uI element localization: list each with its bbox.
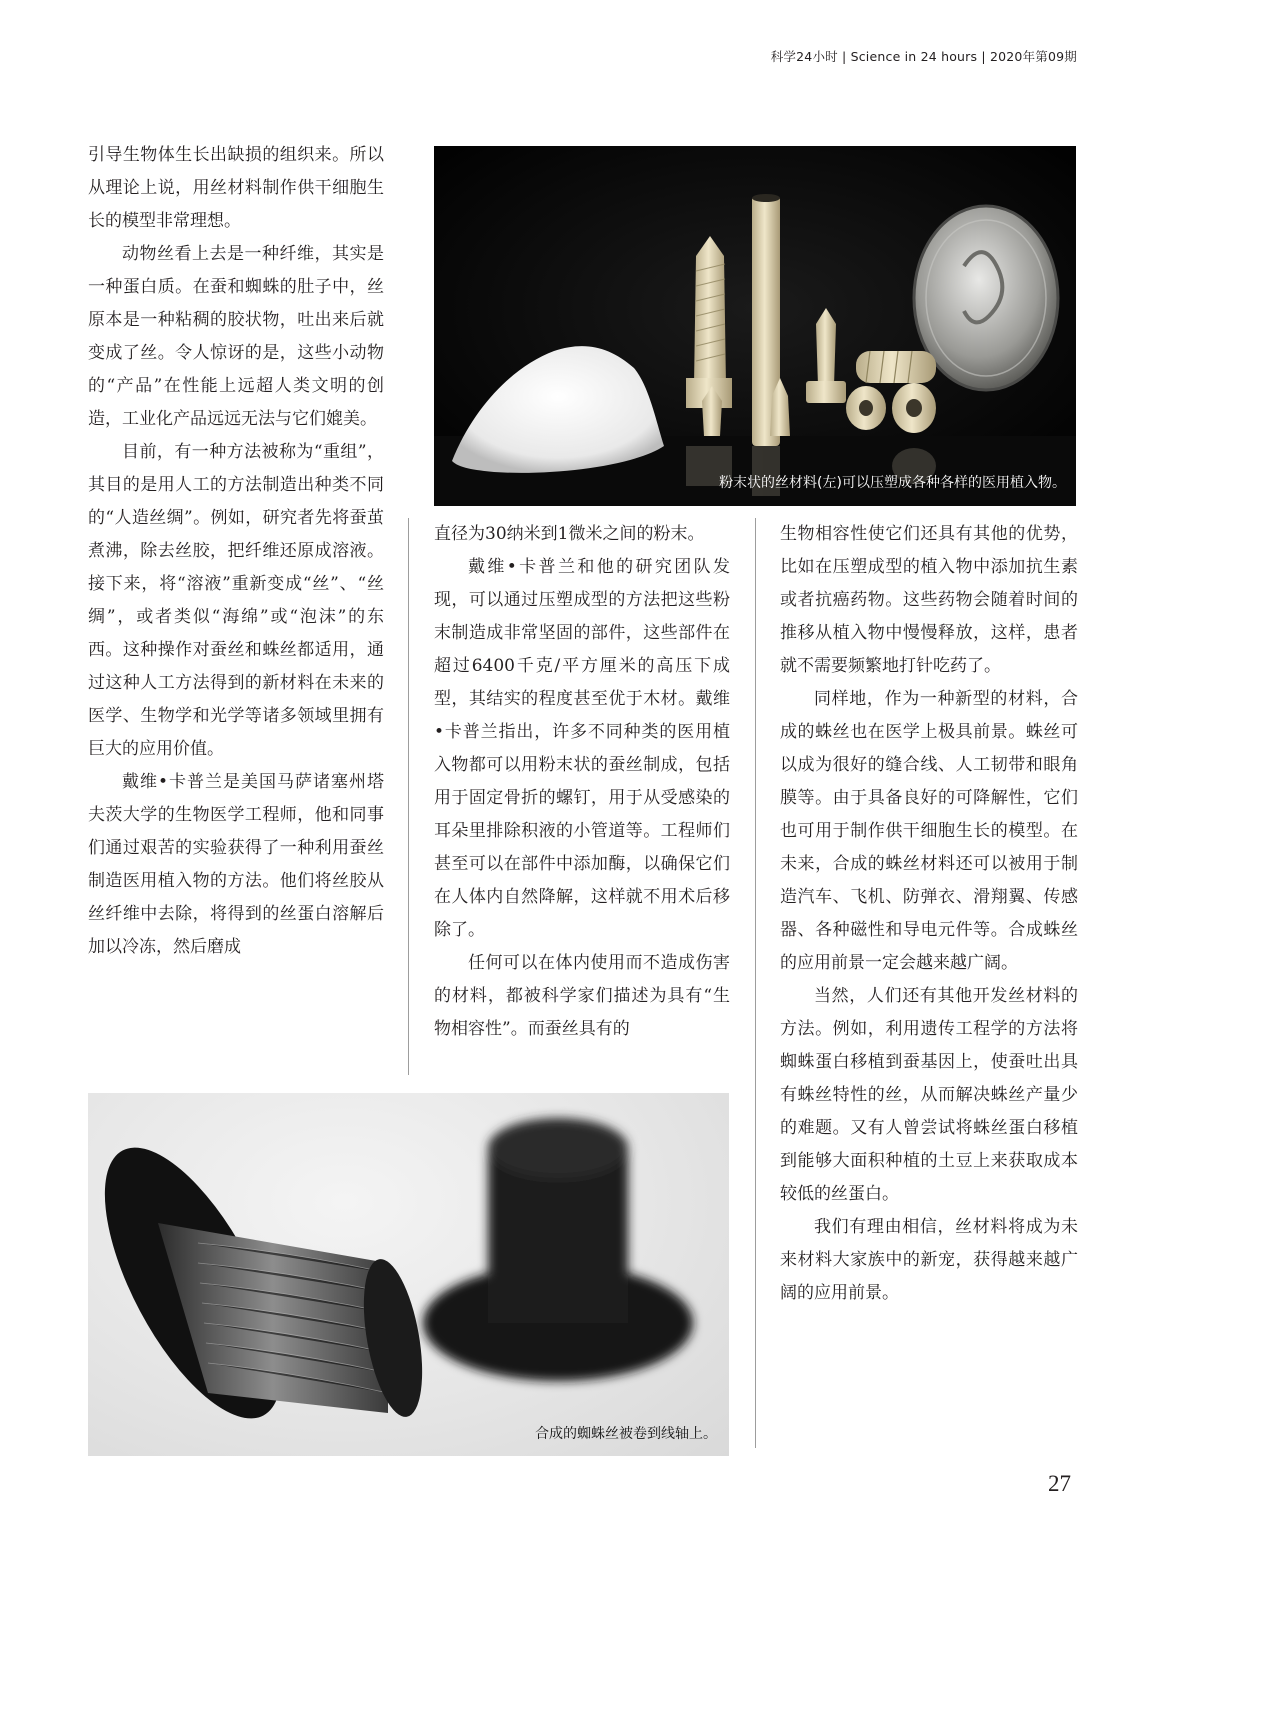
- text-column-left: [88, 139, 384, 964]
- text-column-middle: [434, 518, 730, 1046]
- paragraph: 我们有理由相信，丝材料将成为未来材料大家族中的新宠，获得越来越广阔的应用前景。: [780, 1217, 1078, 1303]
- photo-caption-bottom: 合成的蜘蛛丝被卷到线轴上。: [535, 1426, 717, 1442]
- page-header: 科学24小时 | Science in 24 hours | 2020年第09期: [770, 49, 1077, 64]
- spool-illustration: [88, 1093, 729, 1456]
- paragraph: 戴维•卡普兰是美国马萨诸塞州塔夫茨大学的生物医学工程师，他和同事们通过艰苦的实验获得了一种利用蚕丝制造医用植入物的方法。他们将丝胶从丝纤维中去除，将得到的丝蛋白溶解后加以冷冻，然后磨成: [88, 772, 384, 957]
- spool-blurred: [423, 1118, 693, 1381]
- column-divider: [408, 518, 409, 1075]
- paragraph: 当然，人们还有其他开发丝材料的方法。例如，利用遗传工程学的方法将蜘蛛蛋白移植到蚕基因上，使蚕吐出具有蛛丝特性的丝，从而解决蛛丝产量少的难题。又有人曾尝试将蛛丝蛋白移植到能够大面积种植的土豆上来获取成本较低的丝蛋白。: [780, 986, 1078, 1204]
- paragraph: 引导生物体生长出缺损的组织来。所以从理论上说，用丝材料制作供干细胞生长的模型非常理想。: [88, 145, 384, 231]
- spider-silk-spool-photo: [88, 1093, 729, 1456]
- spool-with-silk: [88, 1122, 432, 1443]
- paragraph: 任何可以在体内使用而不造成伤害的材料，都被科学家们描述为具有“生物相容性”。而蚕丝具有的: [434, 953, 730, 1039]
- paragraph: 直径为30纳米到1微米之间的粉末。: [434, 524, 705, 544]
- paragraph: 戴维•卡普兰和他的研究团队发现，可以通过压塑成型的方法把这些粉末制造成非常坚固的部件，这些部件在超过6400千克/平方厘米的高压下成型，其结实的程度甚至优于木材。戴维•卡普兰指出，许多不同种类的医用植入物都可以用粉末状的蚕丝制成，包括用于固定骨折的螺钉，用于从受感染的耳朵里排除积液的小管道等。工程师们甚至可以在部件中添加酶，以确保它们在人体内自然降解，这样就不用术后移除了。: [434, 557, 730, 940]
- paragraph: 动物丝看上去是一种纤维，其实是一种蛋白质。在蚕和蜘蛛的肚子中，丝原本是一种粘稠的胶状物，吐出来后就变成了丝。令人惊讶的是，这些小动物的“产品”在性能上远超人类文明的创造，工业化产品远远无法与它们媲美。: [88, 244, 384, 429]
- paragraph: 同样地，作为一种新型的材料，合成的蛛丝也在医学上极具前景。蛛丝可以成为很好的缝合线、人工韧带和眼角膜等。由于具备良好的可降解性，它们也可用于制作供干细胞生长的模型。在未来，合成的蛛丝材料还可以被用于制造汽车、飞机、防弹衣、滑翔翼、传感器、各种磁性和导电元件等。合成蛛丝的应用前景一定会越来越广阔。: [780, 689, 1078, 973]
- paragraph: 目前，有一种方法被称为“重组”，其目的是用人工的方法制造出种类不同的“人造丝绸”。例如，研究者先将蚕茧煮沸，除去丝胶，把纤维还原成溶液。接下来，将“溶液”重新变成“丝”、“丝绸”，或者类似“海绵”或“泡沫”的东西。这种操作对蚕丝和蛛丝都适用，通过这种人工方法得到的新材料在未来的医学、生物学和光学等诸多领域里拥有巨大的应用价值。: [88, 442, 384, 759]
- silk-implants-photo: [434, 146, 1076, 506]
- text-column-right: [780, 518, 1078, 1310]
- page-number: 27: [1048, 1471, 1071, 1496]
- silk-implants-illustration: [434, 146, 1076, 506]
- column-divider: [755, 518, 756, 1448]
- paragraph: 生物相容性使它们还具有其他的优势，比如在压塑成型的植入物中添加抗生素或者抗癌药物。这些药物会随着时间的推移从植入物中慢慢释放，这样，患者就不需要频繁地打针吃药了。: [780, 524, 1078, 676]
- photo-caption-top: 粉末状的丝材料(左)可以压塑成各种各样的医用植入物。: [719, 475, 1066, 491]
